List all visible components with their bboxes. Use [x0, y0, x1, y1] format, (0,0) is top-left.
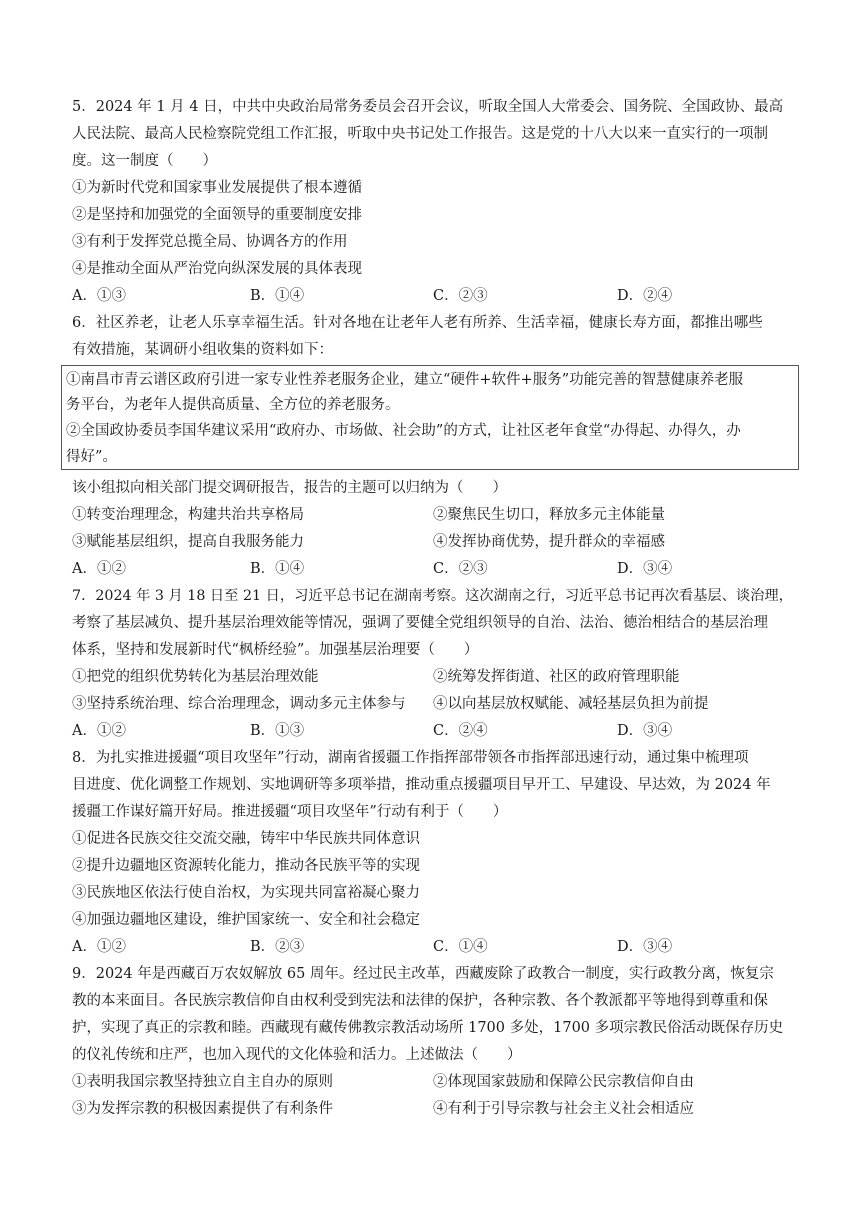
q8-stem-line: 援疆工作谋好篇开好局。推进援疆“项目攻坚年”行动有利于（ ） — [72, 804, 508, 820]
q9-item: ②体现国家鼓励和保障公民宗教信仰自由 — [433, 1074, 694, 1090]
q8-stem-line: 目进度、优化调整工作规划、实地调研等多项举措，推动重点援疆项目早开工、早建设、早达效，为 2024 年 — [72, 777, 771, 793]
q5-item: ④是推动全面从严治党向纵深发展的具体表现 — [72, 261, 362, 277]
q8-item: ④加强边疆地区建设，维护国家统一、安全和社会稳定 — [72, 912, 420, 928]
q8-item: ②提升边疆地区资源转化能力，推动各民族平等的实现 — [72, 858, 420, 874]
q5-stem-line: 度。这一制度（ ） — [72, 153, 217, 169]
q7-stem-line: 考察了基层减负、提升基层治理效能等情况，强调了要健全党组织领导的自治、法治、德治相结合的基层治理 — [72, 615, 768, 631]
q7-option-d[interactable]: D．③④ — [617, 723, 673, 739]
q7-item: ④以向基层放权赋能、减轻基层负担为前提 — [433, 696, 709, 712]
q8-option-b[interactable]: B．②③ — [250, 939, 305, 955]
q8-option-a[interactable]: A．①② — [72, 939, 126, 955]
q7-item: ③坚持系统治理、综合治理理念，调动多元主体参与 — [72, 696, 406, 712]
q6-stem-line: 6．社区养老，让老人乐享幸福生活。针对各地在让老年人老有所养、生活幸福，健康长寿方面，都推出哪些 — [72, 315, 763, 331]
q9-stem-line: 教的本来面目。各民族宗教信仰自由权利受到宪法和法律的保护，各种宗教、各个教派都平等地得到尊重和保 — [72, 993, 768, 1009]
q6-option-a[interactable]: A．①② — [72, 561, 126, 577]
q6-option-c[interactable]: C．②③ — [433, 561, 488, 577]
q9-item: ④有利于引导宗教与社会主义社会相适应 — [433, 1101, 694, 1117]
q8-item: ③民族地区依法行使自治权，为实现共同富裕凝心聚力 — [72, 885, 420, 901]
q9-item: ③为发挥宗教的积极因素提供了有利条件 — [72, 1101, 333, 1117]
q9-item: ①表明我国宗教坚持独立自主自办的原则 — [72, 1074, 333, 1090]
q7-stem-line: 7．2024 年 3 月 18 日至 21 日，习近平总书记在湖南考察。这次湖南之行，习近平总书记再次看基层、谈治理， — [72, 588, 793, 604]
q6-material-line: 得好”。 — [66, 449, 117, 465]
q8-option-c[interactable]: C．①④ — [433, 939, 488, 955]
q6-item: ②聚焦民生切口，释放多元主体能量 — [433, 507, 665, 523]
q9-stem-line: 9．2024 年是西藏百万农奴解放 65 周年。经过民主改革，西藏废除了政教合一制度，实行政教分离，恢复宗 — [72, 966, 774, 982]
q8-option-d[interactable]: D．③④ — [617, 939, 673, 955]
q6-item: ①转变治理理念，构建共治共享格局 — [72, 507, 304, 523]
q5-option-a[interactable]: A．①③ — [72, 288, 126, 304]
q7-stem-line: 体系，坚持和发展新时代“枫桥经验”。加强基层治理要（ ） — [72, 642, 479, 658]
q5-stem-line: 人民法院、最高人民检察院党组工作汇报，听取中央书记处工作报告。这是党的十八大以来一直实行的一项制 — [72, 126, 768, 142]
q5-option-b[interactable]: B．①④ — [250, 288, 305, 304]
q5-item: ②是坚持和加强党的全面领导的重要制度安排 — [72, 207, 362, 223]
q7-option-b[interactable]: B．①③ — [250, 723, 305, 739]
q6-item: ④发挥协商优势，提升群众的幸福感 — [433, 534, 665, 550]
q6-option-d[interactable]: D．③④ — [617, 561, 673, 577]
q5-option-c[interactable]: C．②③ — [433, 288, 488, 304]
q5-item: ①为新时代党和国家事业发展提供了根本遵循 — [72, 180, 362, 196]
q6-material-line: ②全国政协委员李国华建议采用“政府办、市场做、社会助”的方式，让社区老年食堂“办得起、办得久，办 — [66, 423, 741, 439]
q6-stem-line: 有效措施，某调研小组收集的资料如下： — [72, 342, 333, 358]
q8-stem-line: 8．为扎实推进援疆“项目攻坚年”行动，湖南省援疆工作指挥部带领各市指挥部迅速行动，通过集中梳理项 — [72, 750, 749, 766]
q8-item: ①促进各民族交往交流交融，铸牢中华民族共同体意识 — [72, 831, 420, 847]
q6-option-b[interactable]: B．①④ — [250, 561, 305, 577]
q5-item: ③有利于发挥党总揽全局、协调各方的作用 — [72, 234, 348, 250]
q6-material-line: ①南昌市青云谱区政府引进一家专业性养老服务企业，建立“硬件+软件+服务”功能完善的智慧健康养老服 — [66, 372, 744, 388]
q7-option-a[interactable]: A．①② — [72, 723, 126, 739]
q6-item: ③赋能基层组织，提高自我服务能力 — [72, 534, 304, 550]
q7-option-c[interactable]: C．②④ — [433, 723, 488, 739]
q6-question-line: 该小组拟向相关部门提交调研报告，报告的主题可以归纳为（ ） — [72, 480, 507, 496]
q5-option-d[interactable]: D．②④ — [617, 288, 673, 304]
q9-stem-line: 护，实现了真正的宗教和睦。西藏现有藏传佛教宗教活动场所 1700 多处，1700 多项宗教民俗活动既保存历史 — [72, 1020, 784, 1036]
q9-stem-line: 的仪礼传统和庄严，也加入现代的文化体验和活力。上述做法（ ） — [72, 1047, 522, 1063]
q7-item: ①把党的组织优势转化为基层治理效能 — [72, 669, 319, 685]
q6-material-line: 务平台，为老年人提供高质量、全方位的养老服务。 — [66, 397, 400, 413]
q5-stem-line: 5．2024 年 1 月 4 日，中共中央政治局常务委员会召开会议，听取全国人大常委会、国务院、全国政协、最高 — [72, 99, 784, 115]
q7-item: ②统筹发挥街道、社区的政府管理职能 — [433, 669, 680, 685]
